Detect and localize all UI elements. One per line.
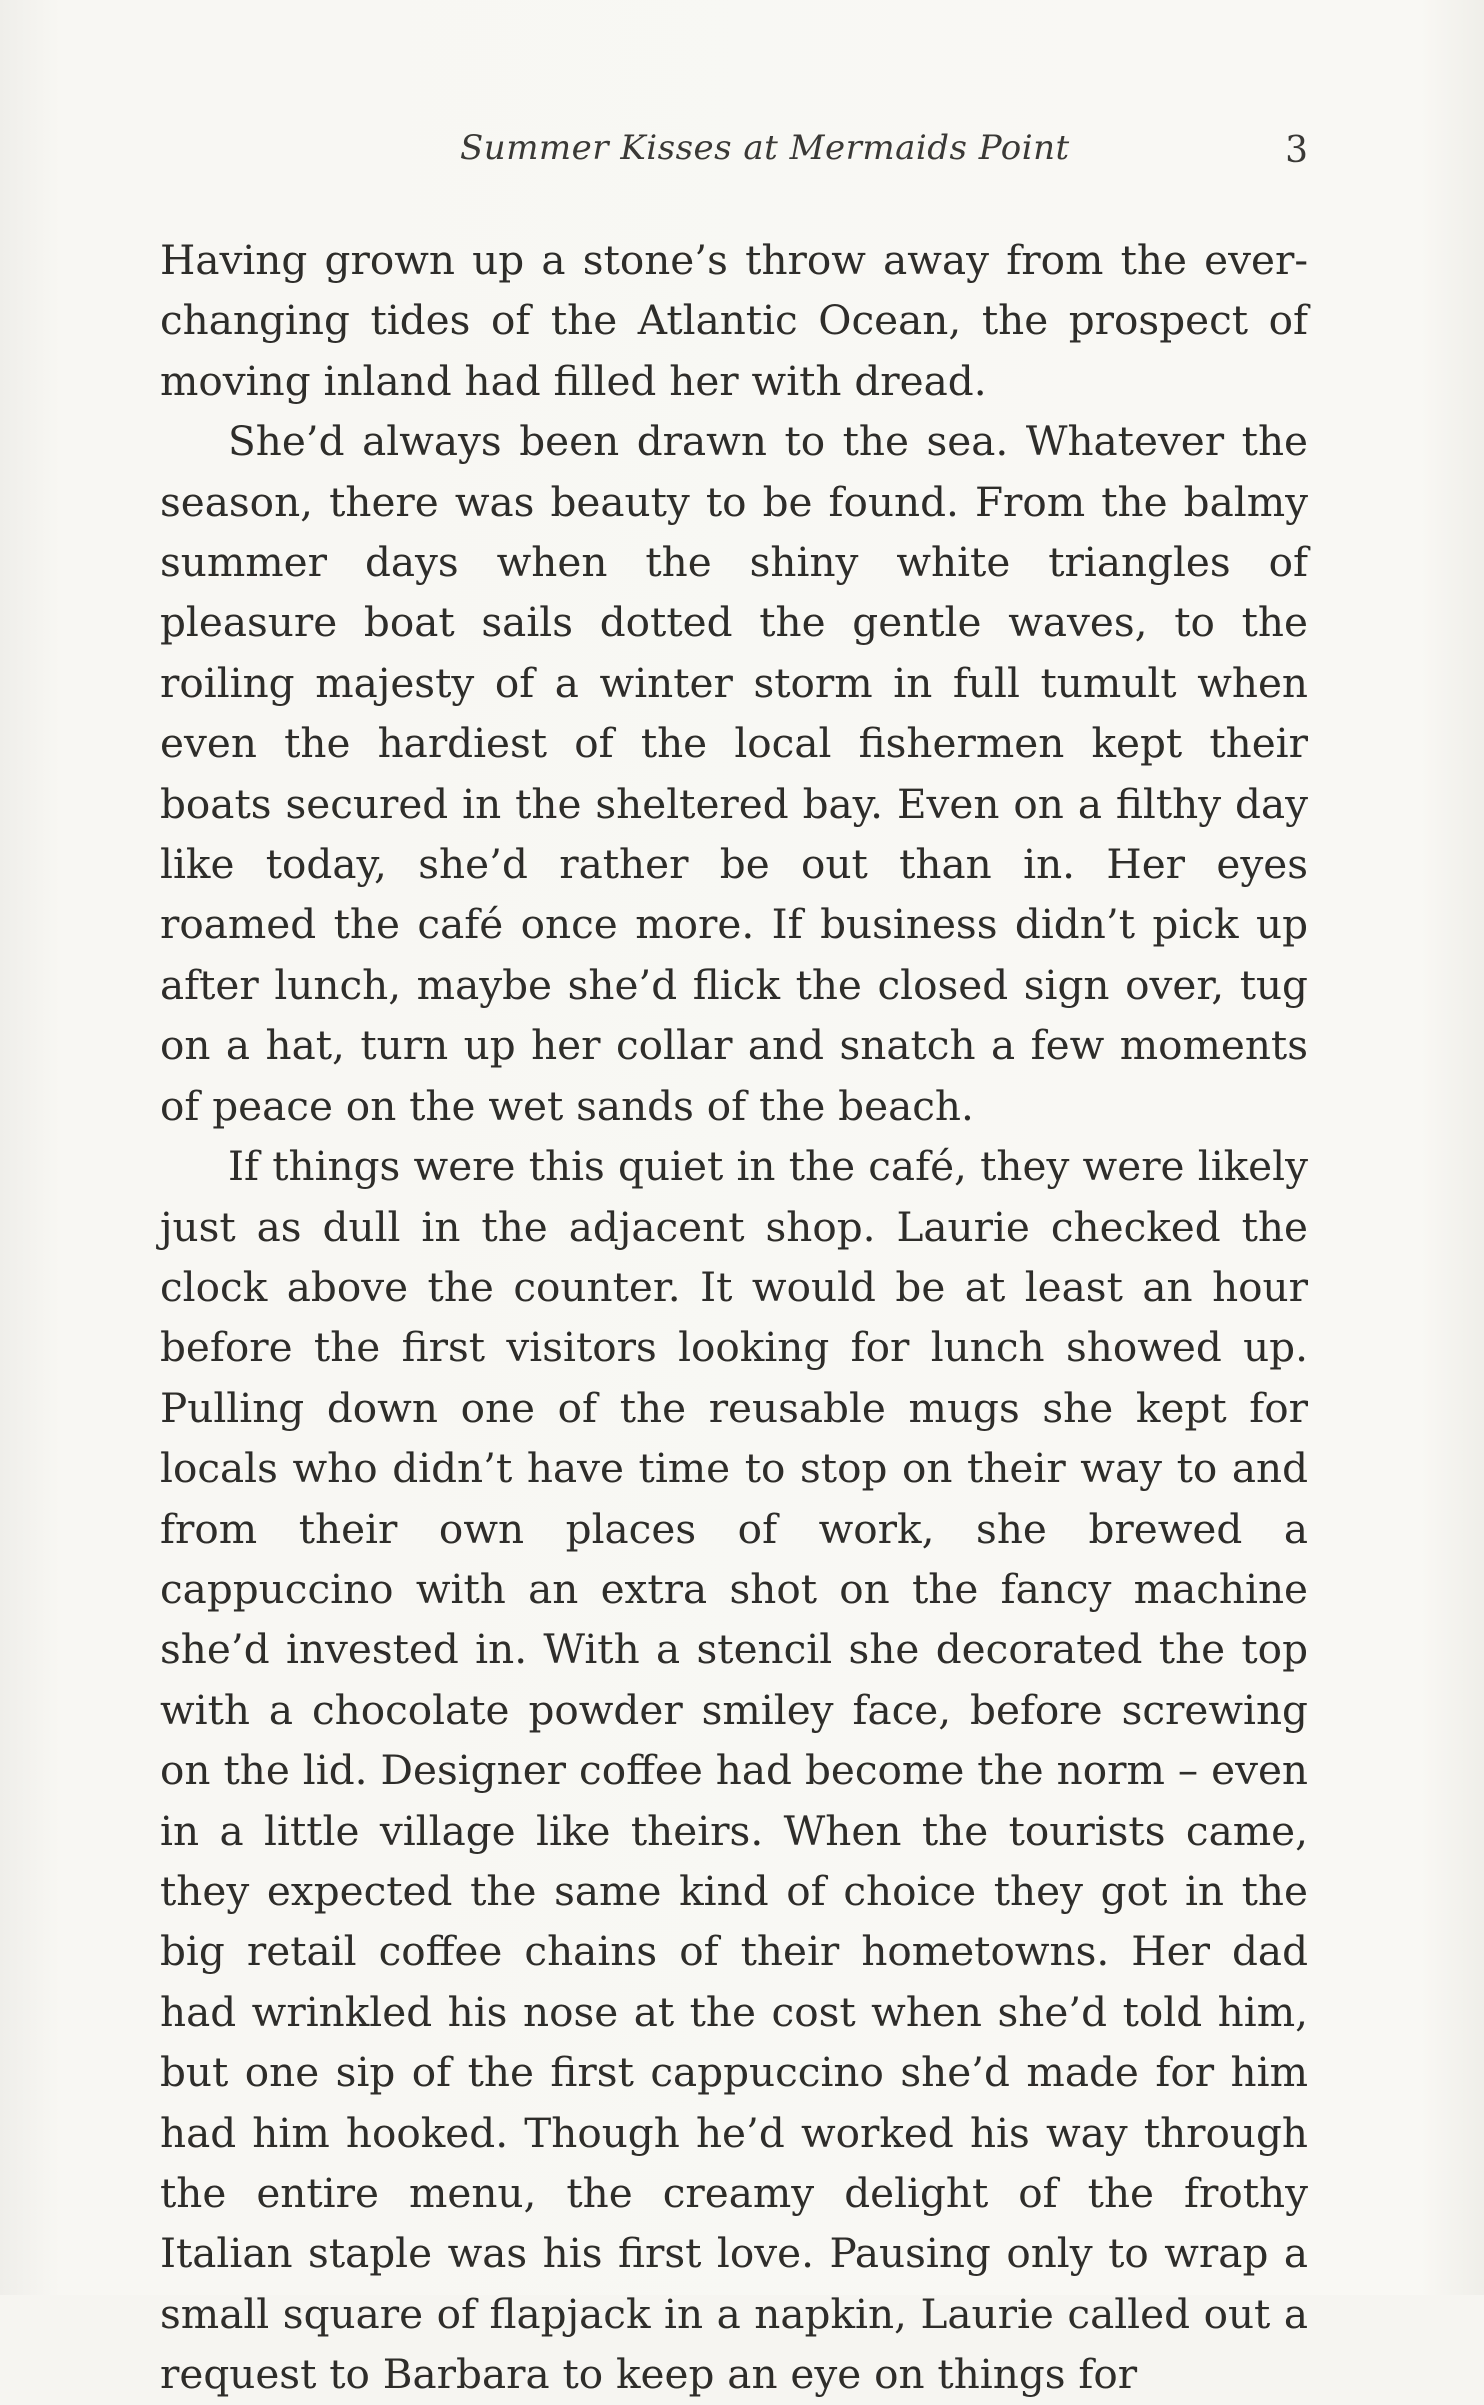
body-text xyxy=(160,230,1308,2399)
paragraph-1: Having grown up a stone’s throw away from the ever-changing tides of the Atlantic Ocean, the prospect of moving inland had filled her with dread. xyxy=(160,236,1308,405)
running-header xyxy=(160,118,1308,178)
paragraph-2: She’d always been drawn to the sea. Whatever the season, there was beauty to be found. From the balmy summer days when the shiny white triangles of pleasure boat sails dotted the gentle waves, to the roiling majesty of a winter storm in full tumult when even the hardiest of the local fishermen kept their boats secured in the sheltered bay. Even on a filthy day like today, she’d rather be out than in. Her eyes roamed the café once more. If business didn’t pick up after lunch, maybe she’d flick the closed sign over, tug on a hat, turn up her collar and snatch a few moments of peace on the wet sands of the beach. xyxy=(160,417,1308,1130)
running-title: Summer Kisses at Mermaids Point xyxy=(460,128,1070,168)
paragraph-3: If things were this quiet in the café, they were likely just as dull in the adjacent shop. Laurie checked the clock above the counter. It would be at least an hour before the first visitors looking for lunch showed up. Pulling down one of the reusable mugs she kept for locals who didn’t have time to stop on their way to and from their own places of work, she brewed a cappuccino with an extra shot on the fancy machine she’d invested in. With a stencil she decorated the top with a chocolate powder smiley face, before screwing on the lid. Designer coffee had become the norm – even in a little village like theirs. When the tourists came, they expected the same kind of choice they got in the big retail coffee chains of their hometowns. Her dad had wrinkled his nose at the cost when she’d told him, but one sip of the first cappuccino she’d made for him had him hooked. Though he’d worked his way through the entire menu, the creamy delight of the frothy Italian staple was his first love. Pausing only to wrap a small square of flapjack in a napkin, Laurie called out a request to Barbara to keep an eye on things for xyxy=(160,1142,1308,2399)
page-number: 3 xyxy=(1285,130,1308,171)
